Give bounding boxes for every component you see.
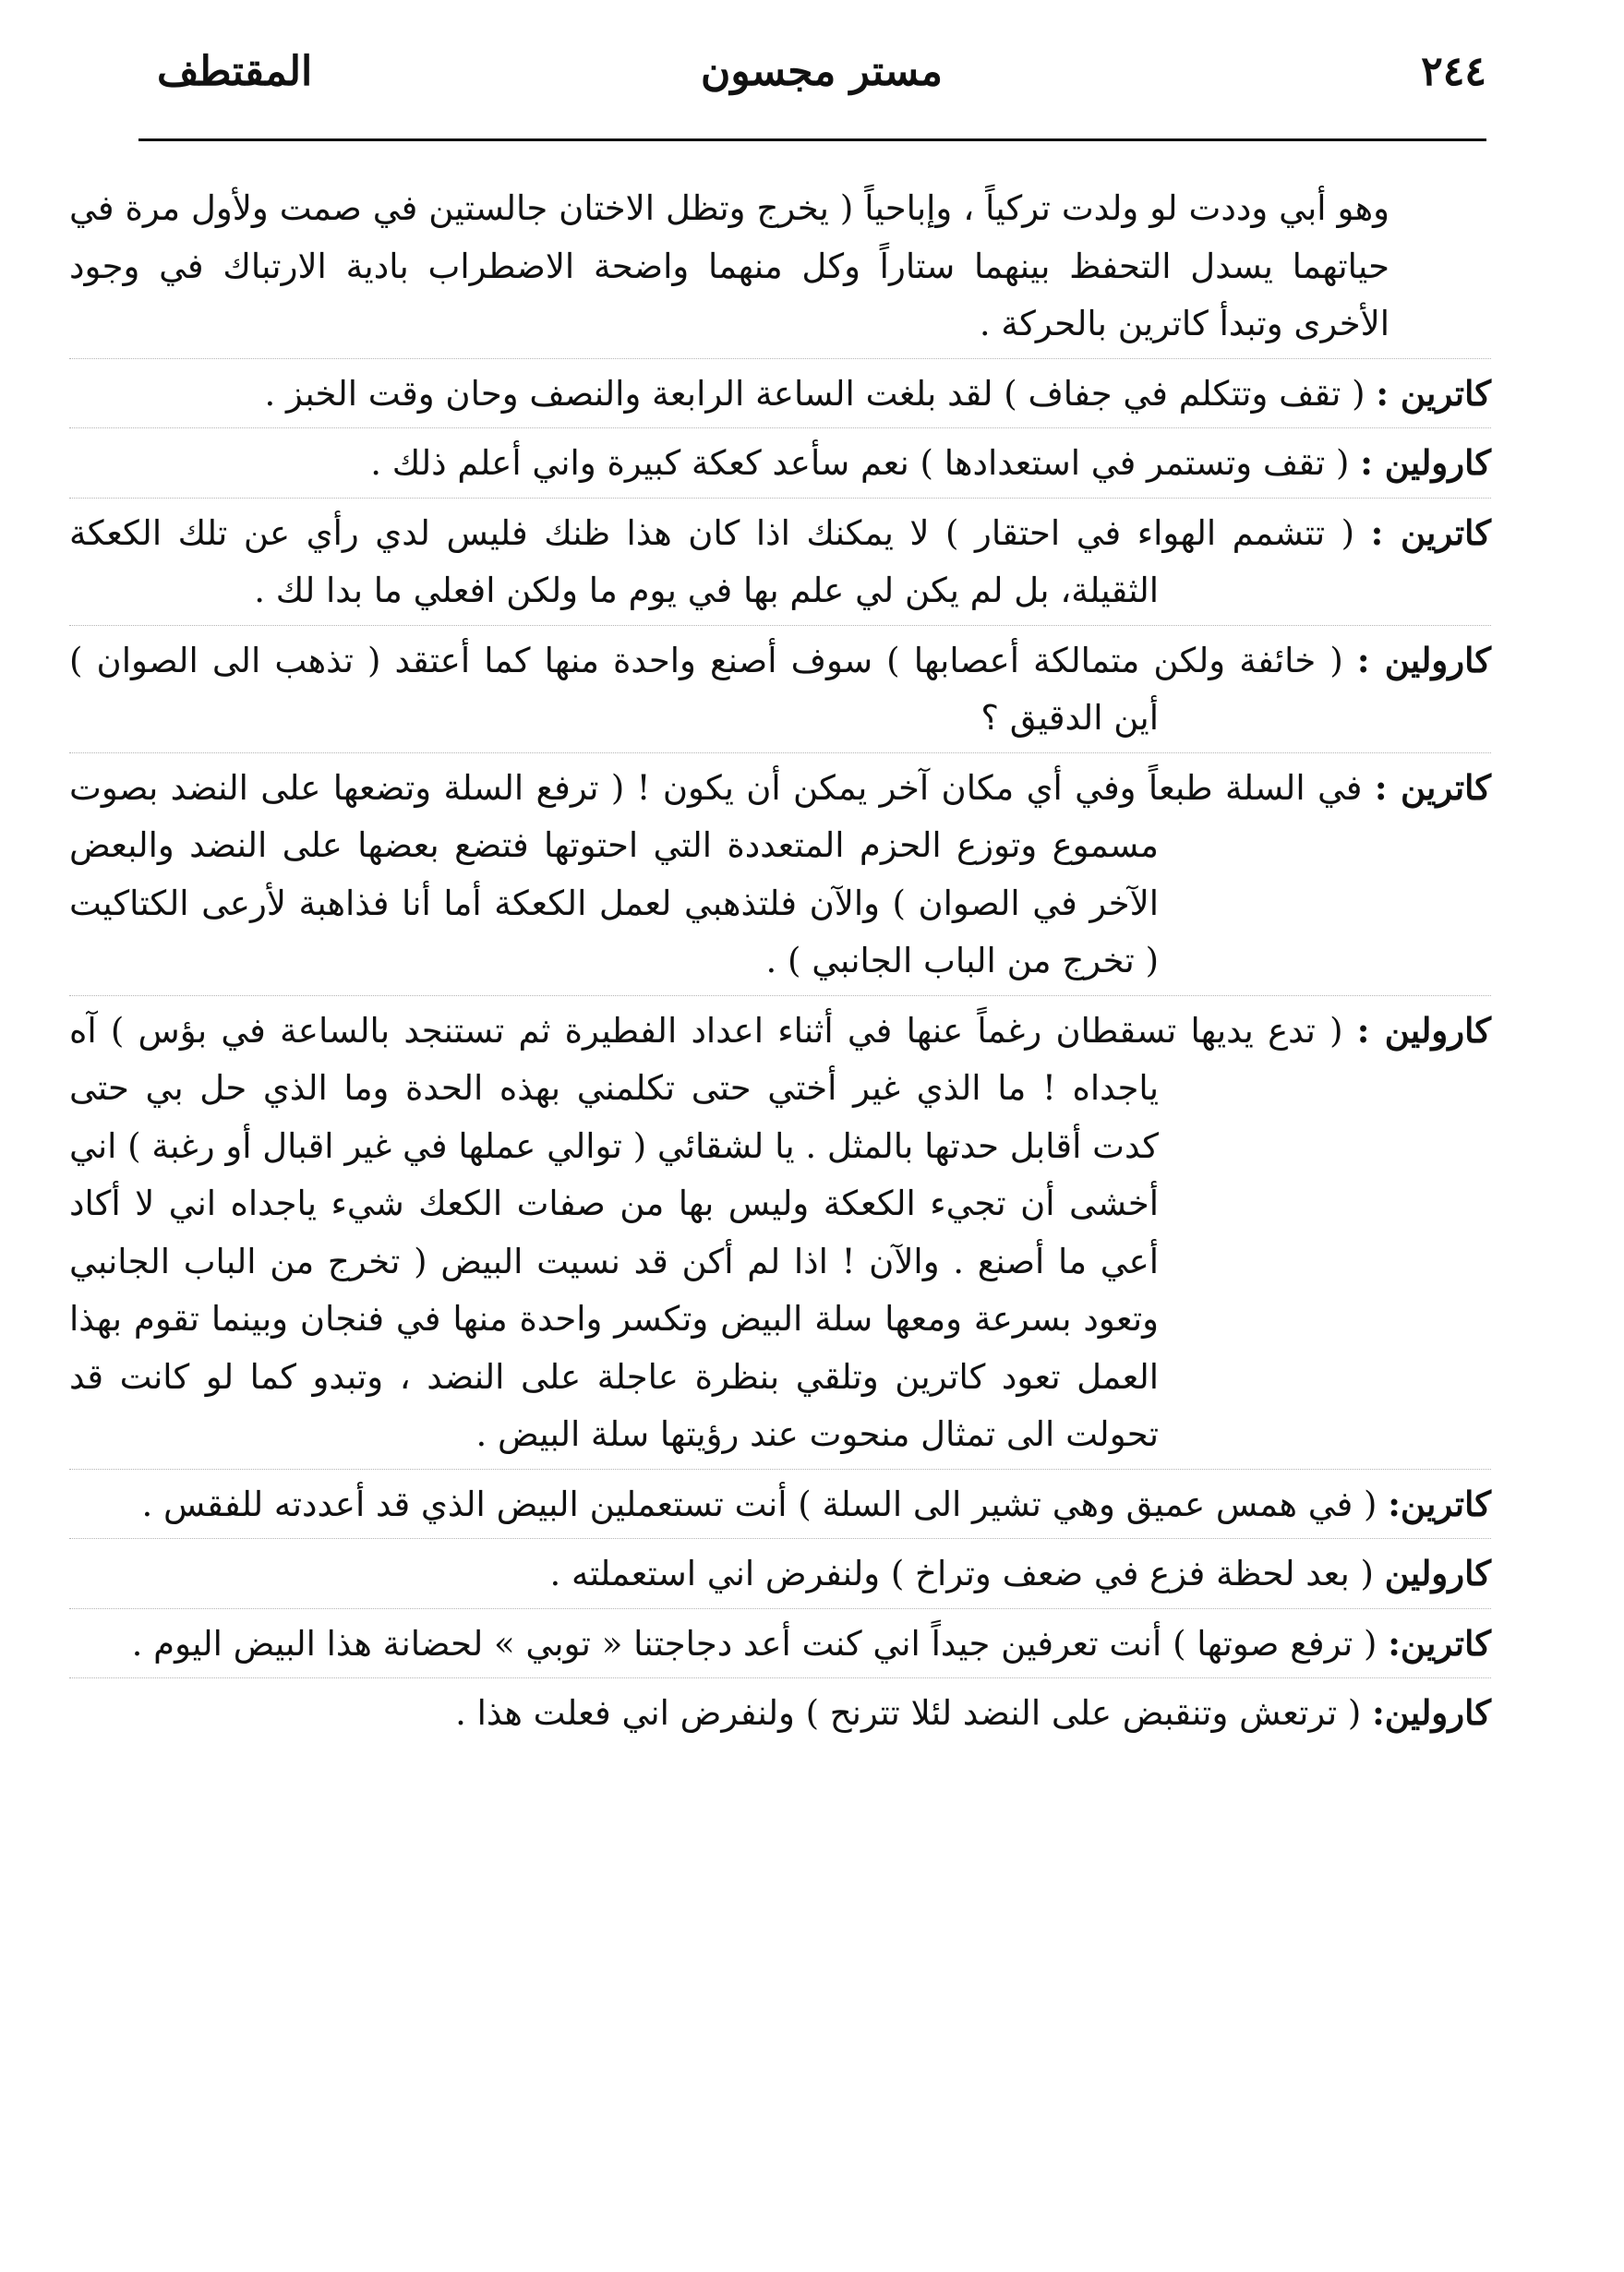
speaker-name: كارولين : <box>1356 639 1491 680</box>
dialogue-text: ( ترتعش وتنقبض على النضد لئلا تترنح ) ولنفرض اني فعلت هذا . <box>455 1693 1362 1733</box>
paragraph-divider <box>69 1469 1491 1470</box>
paragraph-divider <box>69 1608 1491 1609</box>
speaker-name: كاترين : <box>1376 372 1491 414</box>
page-header <box>157 48 1486 113</box>
paragraph-divider <box>69 995 1491 996</box>
running-title: مستر مجسون <box>701 48 943 95</box>
paragraph-divider <box>69 752 1491 753</box>
dialogue-text: ( ترفع صوتها ) أنت تعرفين جيداً اني كنت أعد دجاجتنا « توبي » لحضانة هذا البيض اليوم . <box>131 1623 1377 1664</box>
paragraph-divider <box>69 358 1491 359</box>
paragraph-text: وهو أبي وددت لو ولدت تركياً ، وإباحياً ( يخرج وتظل الاختان جالستين في صمت ولأول مرة في حياتهما يسدل التحفظ بينهما ستاراً وكل منهما واضحة الاضطراب بادية الارتباك في وجود الأخرى وتبدأ كاترين بالحركة . <box>69 188 1389 343</box>
paragraph-divider <box>69 427 1491 428</box>
dialogue-paragraph <box>69 1475 1491 1534</box>
dialogue-paragraph <box>69 1615 1491 1674</box>
dialogue-paragraph <box>69 631 1491 748</box>
dialogue-paragraph <box>69 759 1491 991</box>
header-rule <box>138 138 1486 141</box>
speaker-name: كاترين: <box>1388 1622 1491 1664</box>
dialogue-text: ( تتشمم الهواء في احتقار ) لا يمكنك اذا كان هذا ظنك فليس لدي رأي عن تلك الكعكة الثقيلة، بل لم يكن لي علم بها في يوم ما ولكن افعلي ما بدا لك . <box>69 512 1355 610</box>
dialogue-text: ( تقف وتستمر في استعدادها ) نعم سأعد كعكة كبيرة واني أعلم ذلك . <box>370 443 1350 483</box>
dialogue-paragraph <box>69 504 1491 620</box>
dialogue-text: ( بعد لحظة فزع في ضعف وتراخ ) ولنفرض اني استعملته . <box>549 1554 1374 1593</box>
paragraph-divider <box>69 498 1491 499</box>
speaker-name: كاترين : <box>1370 511 1492 553</box>
journal-name: المقتطف <box>157 48 313 95</box>
dialogue-text: ( في همس عميق وهي تشير الى السلة ) أنت تستعملين البيض الذي قد أعددته للفقس . <box>141 1484 1377 1524</box>
page-number: ٢٤٤ <box>1421 48 1486 95</box>
dialogue-paragraph <box>69 365 1491 424</box>
speaker-name: كارولين : <box>1356 1009 1491 1051</box>
speaker-name: كارولين: <box>1372 1692 1491 1733</box>
paragraph-divider <box>69 1538 1491 1539</box>
paragraph-divider <box>69 625 1491 626</box>
speaker-name: كارولين <box>1384 1553 1491 1593</box>
stage-direction-paragraph <box>69 180 1491 354</box>
dialogue-paragraph <box>69 1684 1491 1743</box>
speaker-name: كاترين : <box>1374 766 1492 808</box>
dialogue-text: ( تقف وتتكلم في جفاف ) لقد بلغت الساعة الرابعة والنصف وحان وقت الخبز . <box>264 373 1365 414</box>
dialogue-paragraph <box>69 1545 1491 1604</box>
dialogue-text: في السلة طبعاً وفي أي مكان آخر يمكن أن يكون ! ( ترفع السلة وتضعها على النضد بصوت مسموع وتوزع الحزم المتعددة التي احتوتها فتضع بعضها على النضد والبعض الآخر في الصوان ) والآن فلتذهبي لعمل الكعكة أما أنا فذاهبة لأرعى الكتاكيت ( تخرج من الباب الجانبي ) . <box>69 767 1363 980</box>
speaker-name: كاترين: <box>1388 1483 1491 1524</box>
dialogue-paragraph <box>69 1002 1491 1464</box>
paragraph-divider <box>69 1677 1491 1678</box>
play-text <box>69 180 1491 1743</box>
dialogue-text: ( تدع يديها تسقطان رغماً عنها في أثناء اعداد الفطيرة ثم تستنجد بالساعة في بؤس ) آه ياجداه ! ما الذي غير أختي حتى تكلمني بهذه الحدة وما الذي حل بي حتى كدت أقابل حدتها بالمثل . يا لشقائي ( توالي عملها في غير اقبال أو رغبة ) اني أخشى أن تجيء الكعكة وليس بها من صفات الكعك شيء ياجداه اني لا أكاد أعي ما أصنع . والآن ! اذا لم أكن قد نسيت البيض ( تخرج من الباب الجانبي وتعود بسرعة ومعها سلة البيض وتكسر واحدة منها في فنجان وبينما تقوم بهذا العمل تعود كاترين وتلقي بنظرة عاجلة على النضد ، وتبدو كما لو كانت قد تحولت الى تمثال منحوت عند رؤيتها سلة البيض . <box>69 1010 1343 1454</box>
dialogue-paragraph <box>69 434 1491 493</box>
dialogue-text: ( خائفة ولكن متمالكة أعصابها ) سوف أصنع واحدة منها كما أعتقد ( تذهب الى الصوان ) أين الدقيق ؟ <box>69 640 1343 738</box>
speaker-name: كارولين : <box>1360 442 1491 483</box>
